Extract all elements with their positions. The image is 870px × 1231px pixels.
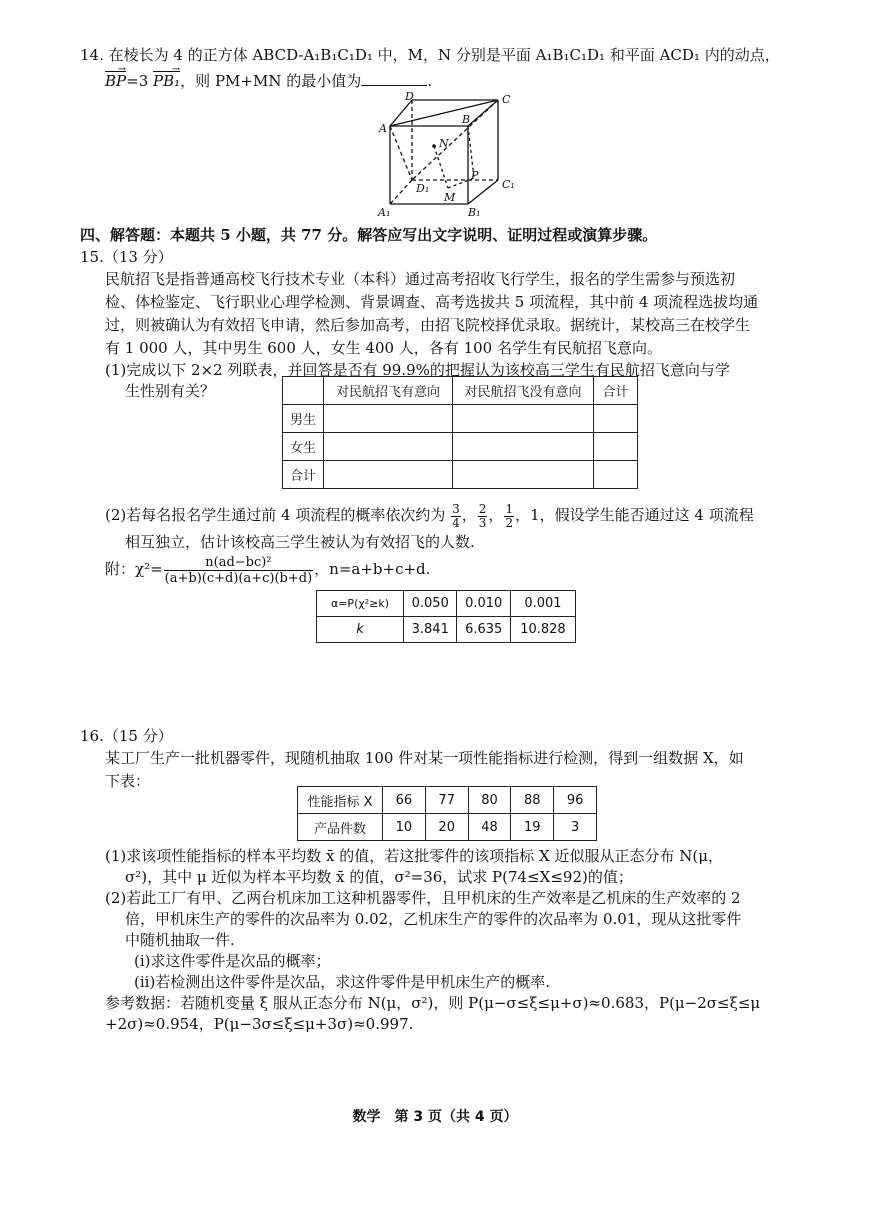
label-b: B [462, 113, 471, 126]
table-row: 性能指标 X 66 77 80 88 96 [298, 787, 597, 814]
q15-s2b: 相互独立，估计该校高三学生被认为有效招飞的人数. [125, 533, 475, 551]
chi-square-fraction: $\frac{\text{n(ad−bc)²}}{(a+b)(c+d)(a+c)(b+d)}$ [164, 554, 313, 586]
q14-line2: → BP=3 → PB₁，则 PM+MN 的最小值为 . [105, 64, 432, 90]
q16-s1a: (1)求该项性能指标的样本平均数 x̄ 的值，若这批零件的该项指标 X 近似服从正态分布 N(μ， [105, 847, 723, 865]
q15-p1: 民航招飞是指普通高校飞行技术专业（本科）通过高考招收飞行学生，报名的学生需参与预选初 [105, 270, 736, 288]
page-footer: 数学 第 3 页（共 4 页） [352, 1109, 518, 1125]
table-row [283, 461, 638, 489]
q16-s2b: 倍，甲机床生产的零件的次品率为 0.02，乙机床生产的零件的次品率为 0.01，现从这批零件 [125, 910, 742, 928]
label-d1: D₁ [416, 182, 430, 195]
performance-table [297, 786, 597, 841]
q16-p1: 某工厂生产一批机器零件，现随机抽取 100 件对某一项性能指标进行检测，得到一组数据 X，如 [105, 749, 744, 767]
section-heading: 四、解答题：本题共 5 小题，共 77 分。解答应写出文字说明、证明过程或演算步骤。 [80, 226, 658, 244]
q16-s2c: 中随机抽取一件. [125, 931, 235, 949]
vector-pb1: → PB₁ [153, 64, 181, 90]
table-row: 产品件数 10 20 48 19 3 [298, 814, 597, 841]
table1-header-0 [283, 377, 324, 405]
label-d: D [405, 92, 414, 103]
q15-p2: 检、体检鉴定、飞行职业心理学检测、背景调查、高考选拔共 5 项流程，其中前 4 项流程选拔均通 [105, 293, 759, 311]
table1-header-1: 对民航招飞有意向 [324, 377, 453, 405]
q15-s2a: (2)若每名报名学生通过前 4 项流程的概率依次约为 $\frac{3}{4}$ ， $\frac{2}{3}$ ， $\frac{1}{2}$ ，1，假设学生能否通过这 4 项流程 [105, 501, 754, 530]
fraction-2: $\frac{2}{3}$ [478, 501, 487, 530]
label-p: P [471, 169, 479, 182]
table1-header-2: 对民航招飞没有意向 [453, 377, 594, 405]
table1-header-3: 合计 [594, 377, 638, 405]
label-m: M [444, 191, 456, 204]
q16-ref2: +2σ)≈0.954，P(μ−3σ≤ξ≤μ+3σ)≈0.997. [105, 1015, 414, 1033]
label-a: A [379, 122, 387, 135]
table1-row-label: 男生 [283, 405, 324, 433]
table-row [283, 433, 638, 461]
q16-p2: 下表： [105, 772, 151, 790]
q15-p4: 有 1 000 人，其中男生 600 人，女生 400 人，各有 100 名学生有民航招飞意向。 [105, 339, 662, 357]
vector-bp: → BP [105, 64, 127, 90]
q15-formula: 附：χ²= $\frac{\text{n(ad−bc)²}}{(a+b)(c+d)(a+c)(b+d)}$ ，n=a+b+c+d. [105, 554, 431, 586]
label-c1: C₁ [502, 178, 515, 191]
q16-head: 16.（15 分） [80, 727, 173, 745]
q16-s2i: (i)求这件零件是次品的概率； [134, 952, 331, 970]
table1-row-label: 合计 [283, 461, 324, 489]
q16-s2ii: (ii)若检测出这件零件是次品，求这件零件是甲机床生产的概率. [134, 973, 551, 991]
fraction-3: $\frac{1}{2}$ [505, 501, 514, 530]
label-b1: B₁ [468, 206, 481, 219]
fraction-1: $\frac{3}{4}$ [452, 501, 460, 530]
q15-s1b: 生性别有关？ [125, 382, 216, 400]
table-row [283, 405, 638, 433]
q16-s1b: σ²)，其中 μ 近似为样本平均数 x̄ 的值，σ²=36，试求 P(74≤X≤92)的值； [125, 868, 633, 886]
label-n: N [439, 137, 449, 150]
cube-diagram [372, 92, 522, 220]
table-row: k 3.841 6.635 10.828 [317, 617, 576, 643]
label-a1: A₁ [378, 206, 391, 219]
q15-head: 15.（13 分） [80, 248, 173, 266]
table1-row-label: 女生 [283, 433, 324, 461]
q14-line1: 14. 在棱长为 4 的正方体 ABCD-A₁B₁C₁D₁ 中，M，N 分别是平面 A₁B₁C₁D₁ 和平面 ACD₁ 内的动点， [80, 46, 780, 64]
q15-p3: 过，则被确认为有效招飞申请，然后参加高考，由招飞院校择优录取。据统计，某校高三在校学生 [105, 316, 751, 334]
label-c: C [502, 93, 511, 106]
q16-s2a: (2)若此工厂有甲、乙两台机床加工这种机器零件，且甲机床的生产效率是乙机床的生产效率的 2 [105, 889, 741, 907]
q15-s1a: (1)完成以下 2×2 列联表，并回答是否有 99.9%的把握认为该校高三学生有民航招飞意向与学 [105, 361, 730, 379]
contingency-table [282, 376, 638, 489]
q16-ref1: 参考数据：若随机变量 ξ 服从正态分布 N(μ，σ²)，则 P(μ−σ≤ξ≤μ+σ)≈0.683，P(μ−2σ≤ξ≤μ [105, 994, 761, 1012]
answer-blank [361, 71, 427, 86]
critical-value-table [316, 590, 576, 643]
table-row: α=P(χ²≥k) 0.050 0.010 0.001 [317, 591, 576, 617]
